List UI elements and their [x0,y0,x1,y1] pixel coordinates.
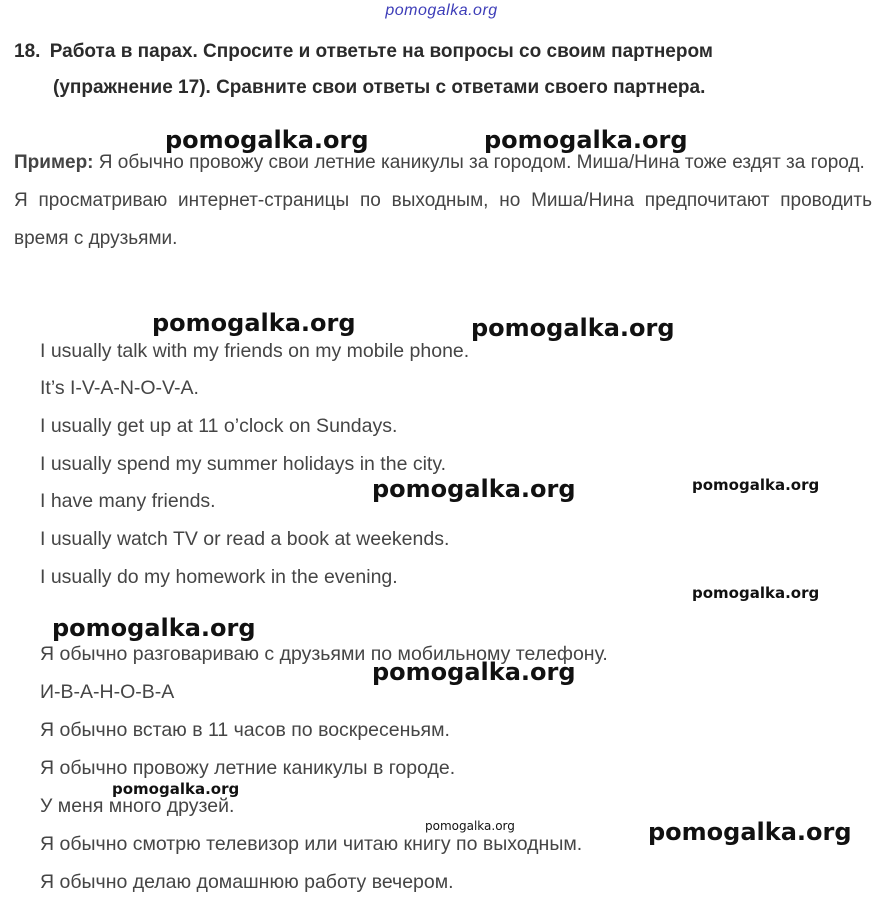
watermark: pomogalka.org [471,314,675,342]
watermark: pomogalka.org [112,780,240,798]
russian-answer-1: Я обычно разговариваю с друзьями по мобильному телефону. [40,643,608,665]
watermark: pomogalka.org [52,614,256,642]
task-number: 18. [14,41,41,62]
watermark: pomogalka.org [648,818,852,846]
russian-answer-5: У меня много друзей. [40,795,235,817]
example-text-2: Я просматриваю интернет-страницы по выходным, но Миша/Нина предпочитают проводить время с друзьями. [14,190,872,249]
english-answer-4: I usually spend my summer holidays in the city. [40,453,447,475]
watermark: pomogalka.org [425,819,515,833]
task-instruction-line-2: (упражнение 17). Сравните свои ответы с ответами своего партнера. [53,77,706,98]
russian-answer-6: Я обычно смотрю телевизор или читаю книгу по выходным. [40,833,583,855]
watermark: pomogalka.org [372,475,576,503]
english-answer-5: I have many friends. [40,490,216,512]
russian-answer-3: Я обычно встаю в 11 часов по воскресеньям. [40,719,450,741]
task-instruction-line-1: Работа в парах. Спросите и ответьте на вопросы со своим партнером [49,41,713,62]
english-answer-1: I usually talk with my friends on my mobile phone. [40,340,470,362]
watermark: pomogalka.org [152,309,356,337]
watermark: pomogalka.org [692,584,820,602]
watermark: pomogalka.org [165,126,369,154]
example-text-1: Я обычно провожу свои летние каникулы за городом. Миша/Нина тоже ездят за город. [98,152,865,173]
russian-answer-7: Я обычно делаю домашнюю работу вечером. [40,871,454,893]
english-answer-6: I usually watch TV or read a book at weekends. [40,528,450,550]
watermark: pomogalka.org [692,476,820,494]
site-watermark-top[interactable]: pomogalka.org [385,2,498,19]
english-answer-2: It’s I-V-A-N-O-V-A. [40,377,199,399]
task-heading [14,34,872,106]
example-paragraph-2 [14,182,872,258]
russian-answer-4: Я обычно провожу летние каникулы в городе. [40,757,456,779]
english-answer-3: I usually get up at 11 o’clock on Sundays. [40,415,398,437]
example-label: Пример: [14,152,94,173]
watermark: pomogalka.org [372,658,576,686]
english-answer-7: I usually do my homework in the evening. [40,566,398,588]
example-paragraph-1 [14,144,872,182]
russian-answer-2: И-В-А-Н-О-В-А [40,681,175,703]
example-block [14,144,872,258]
watermark: pomogalka.org [484,126,688,154]
